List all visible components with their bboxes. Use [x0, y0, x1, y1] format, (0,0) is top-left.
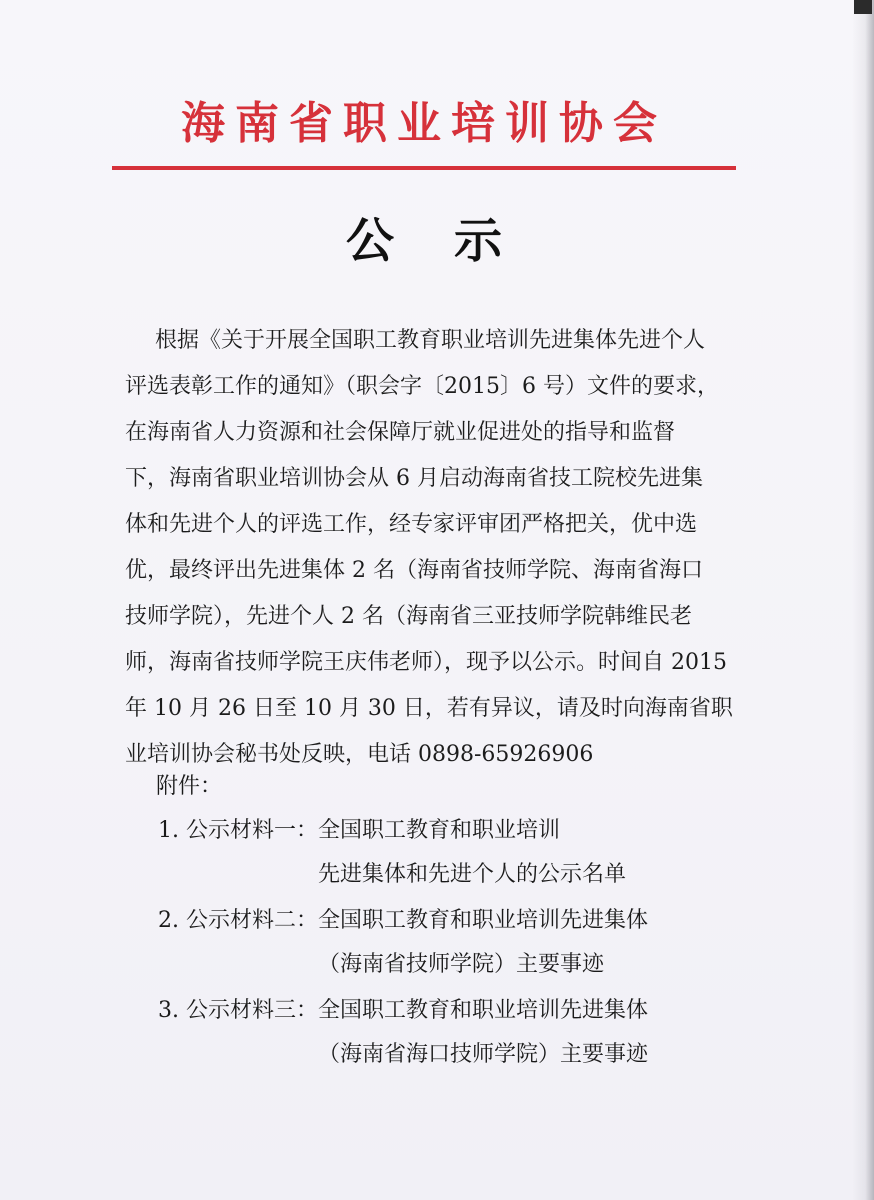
scan-corner-mark [854, 0, 872, 14]
header-divider [112, 166, 736, 170]
attachment-title-line: 先进集体和先进个人的公示名单 [318, 862, 627, 887]
body-line: 下，海南省职业培训协会从 6 月启动海南省技工院校先进集 [125, 466, 703, 491]
attachment-title-line: （海南省技师学院）主要事迹 [318, 952, 605, 977]
body-line: 体和先进个人的评选工作，经专家评审团严格把关，优中选 [125, 512, 698, 537]
attachment-title-line: （海南省海口技师学院）主要事迹 [318, 1042, 649, 1067]
body-line: 评选表彰工作的通知》（职会字〔2015〕6 号）文件的要求， [125, 374, 719, 399]
document-title: 公示 [345, 213, 562, 269]
body-line: 优，最终评出先进集体 2 名（海南省技师学院、海南省海口 [125, 558, 703, 583]
attachments-label: 附件： [156, 774, 223, 799]
notice-body [125, 318, 741, 778]
attachment-item [158, 988, 758, 1078]
attachment-number: 1. 公示材料一： [158, 818, 318, 843]
attachments-list [158, 808, 758, 1078]
attachment-number: 3. 公示材料三： [158, 998, 318, 1023]
scan-edge-shadow [852, 0, 874, 1200]
body-line: 师，海南省技师学院王庆伟老师），现予以公示。时间自 2015 [125, 650, 727, 675]
body-line: 在海南省人力资源和社会保障厅就业促进处的指导和监督 [125, 420, 676, 445]
attachment-title-line: 全国职工教育和职业培训先进集体 [318, 908, 649, 933]
organization-title: 海南省职业培训协会 [181, 98, 667, 149]
attachment-title-line: 全国职工教育和职业培训先进集体 [318, 998, 649, 1023]
attachment-item [158, 808, 758, 898]
attachment-number: 2. 公示材料二： [158, 908, 318, 933]
body-line: 技师学院），先进个人 2 名（海南省三亚技师学院韩维民老 [125, 604, 692, 629]
attachment-item [158, 898, 758, 988]
body-line: 业培训协会秘书处反映，电话 0898-65926906 [125, 742, 594, 767]
attachment-title-line: 全国职工教育和职业培训 [318, 818, 561, 843]
body-line: 年 10 月 26 日至 10 月 30 日，若有异议，请及时向海南省职 [125, 696, 733, 721]
body-line: 根据《关于开展全国职工教育职业培训先进集体先进个人 [155, 328, 706, 353]
